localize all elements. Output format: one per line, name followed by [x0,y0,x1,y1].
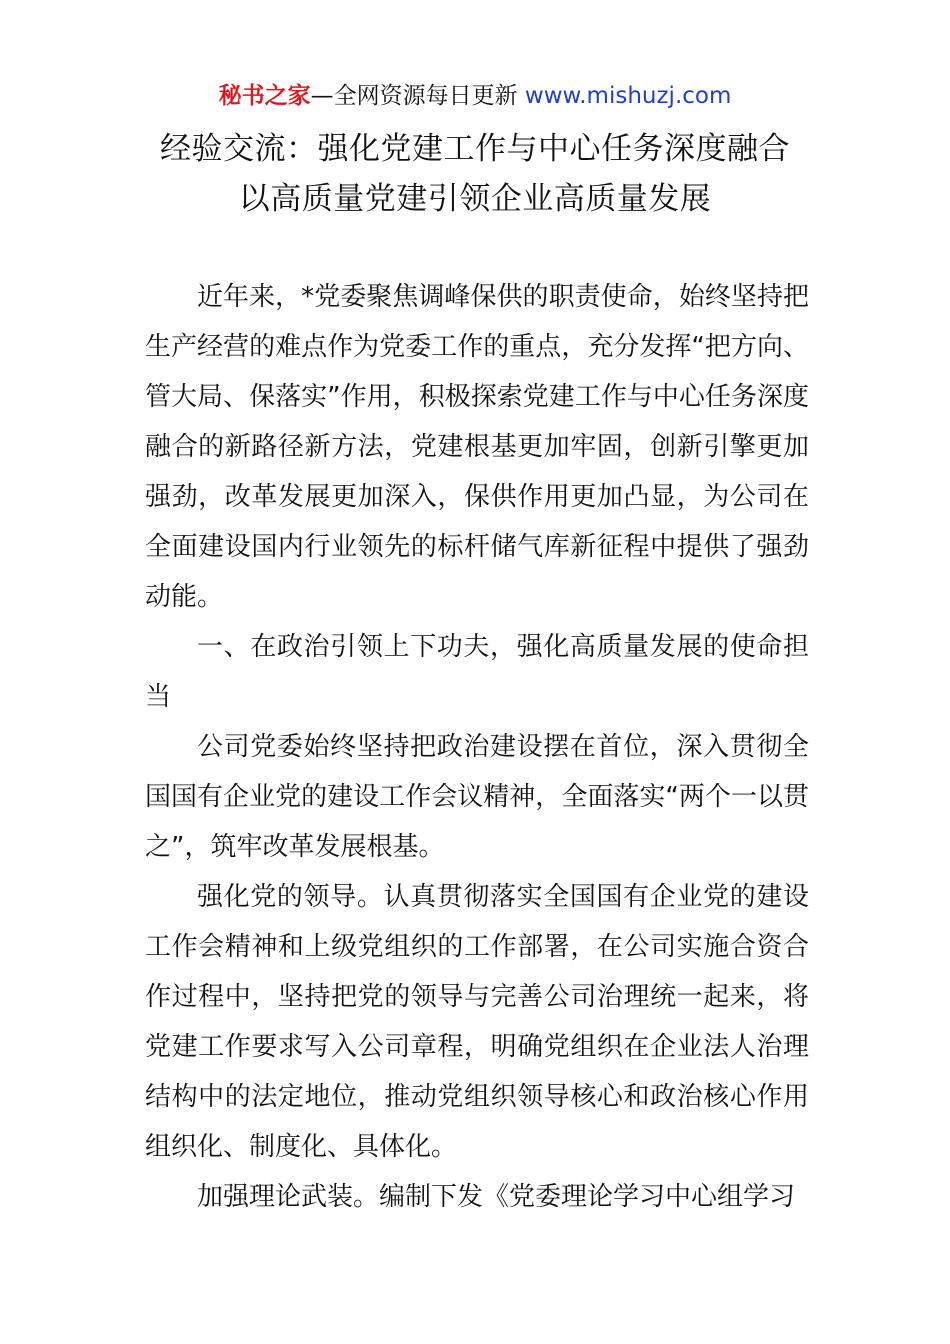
title-line-2: 以高质量党建引领企业高质量发展 [238,181,712,217]
site-url-link[interactable]: www.mishuzj.com [524,83,732,109]
document-body [145,272,809,1222]
header-slogan: —全网资源每日更新 [310,83,525,109]
paragraph: 公司党委始终坚持把政治建设摆在首位，深入贯彻全国国有企业党的建设工作会议精神，全面落实“两个一以贯之”，筑牢改革发展根基。 [145,732,809,862]
brand-name: 秘书之家 [218,83,311,109]
site-header [0,80,950,112]
paragraph: 强化党的领导。认真贯彻落实全国国有企业党的建设工作会精神和上级党组织的工作部署，在公司实施合资合作过程中，坚持把党的领导与完善公司治理统一起来，将党建工作要求写入公司章程，明确党组织在企业法人治理结构中的法定地位，推动党组织领导核心和政治核心作用组织化、制度化、具体化。 [145,882,809,1162]
paragraph: 加强理论武装。编制下发《党委理论学习中心组学习 [197,1182,796,1212]
section-heading-1: 一、在政治引领上下功夫，强化高质量发展的使命担当 [145,632,809,712]
title-line-1: 经验交流：强化党建工作与中心任务深度融合 [160,131,790,167]
paragraph-intro: 近年来，*党委聚焦调峰保供的职责使命，始终坚持把生产经营的难点作为党委工作的重点，充分发挥“把方向、管大局、保落实”作用，积极探索党建工作与中心任务深度融合的新路径新方法，党建根基更加牢固，创新引擎更加强劲，改革发展更加深入，保供作用更加凸显，为公司在全面建设国内行业领先的标杆储气库新征程中提供了强劲动能。 [145,282,809,612]
document-title [0,124,950,224]
